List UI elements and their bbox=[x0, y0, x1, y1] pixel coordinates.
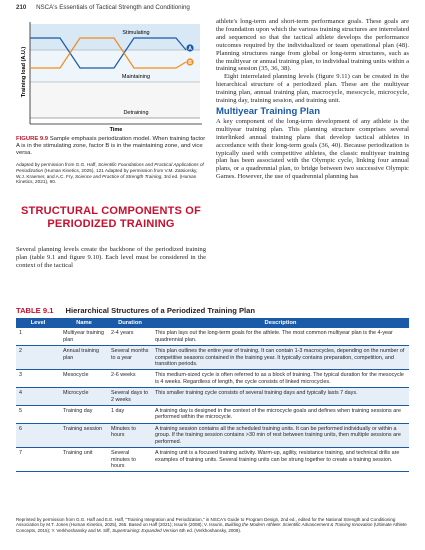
footnote-part-2: (Ultimate Athlete Concepts, 2015); Y. Verkhoshansky and M. Siff, bbox=[16, 522, 407, 533]
cell-level: 5 bbox=[16, 406, 60, 424]
section-heading: STRUCTURAL COMPONENTS OF PERIODIZED TRAINING bbox=[21, 205, 201, 230]
cell-level: 6 bbox=[16, 423, 60, 447]
footnote-title-1: Building the Modern Athlete: Scientific Advancement & Training Innovation bbox=[224, 522, 373, 528]
stimulating-label: Stimulating bbox=[122, 30, 150, 36]
cell-description: This plan lays out the long-term goals for the athlete. The most common multiyear plan is the 4-year quadrennial plan. bbox=[152, 328, 409, 345]
right-column bbox=[216, 18, 409, 181]
cell-description: This smaller training cycle consists of several training days and typically lasts 7 days. bbox=[152, 388, 409, 406]
table-title bbox=[16, 306, 255, 315]
left-body-text: Several planning levels create the backbone of the periodized training plan (table 9.1 and figure 9.10). Each level must be considered in the context of the tactical bbox=[16, 246, 206, 269]
cell-level: 3 bbox=[16, 370, 60, 388]
table-footnote bbox=[16, 517, 409, 533]
cell-description: This medium-sized cycle is often referred to as a block of training. The typical duration for the mesocycle is 4 weeks. Regardless of length, the cycle consists of linked microcycles. bbox=[152, 370, 409, 388]
cell-description: A training unit is a focused training activity. Warm-up, agility, resistance training, and technical drills are examples of training units. Several training units can be strung together to create a training session. bbox=[152, 448, 409, 472]
table-number: TABLE 9.1 bbox=[16, 306, 54, 315]
footnote-part-3: 6th ed. (Verkhoshansky, 2009). bbox=[177, 527, 242, 533]
cell-duration: Several months to a year bbox=[108, 346, 152, 370]
maintaining-label: Maintaining bbox=[121, 74, 151, 80]
table-row bbox=[16, 370, 409, 388]
x-axis-label: Time bbox=[109, 127, 123, 132]
cell-description: A training session contains all the scheduled training units. It can be performed individually or within a group. If the training session contains >30 min of rest between training units, then multiple sessions are performed. bbox=[152, 423, 409, 447]
cell-name: Annual training plan bbox=[60, 346, 108, 370]
credit-part-2: (Human Kinetics, 2025), 121 Adapted by permission from V.M. Zatsiorsky, W.J. Kraemer, and A.C. Fry, bbox=[16, 167, 198, 179]
hierarchy-table bbox=[16, 318, 409, 472]
column-header-description: Description bbox=[152, 318, 409, 328]
stimulating-zone bbox=[30, 24, 200, 50]
right-paragraph-2: Eight interrelated planning levels (figure 9.11) can be created in the hierarchical structure of a periodized plan. These are the multiyear training plan, annual training plan, macrocycle, mesocycle, microcycle, training day, training session, and training unit. bbox=[216, 73, 409, 105]
y-axis-label: Training load (A.U.) bbox=[21, 46, 27, 98]
cell-duration: 2-6 weeks bbox=[108, 370, 152, 388]
cell-duration: 2-4 years bbox=[108, 328, 152, 345]
right-paragraph-3: A key component of the long-term development of any athlete is the multiyear training plan. This planning structure comprises several interlinked annual training plans that develop tactical athletes in accordance with their long-term goals (36, 40). Because periodization is typically used with competitive athletes, the classic multiyear training plan has been associated with the Olympic cycle, linking four annual plans, or a quadrennial plan, to bridge between two successive Olympic Games. However, the use of quadrennial planning has bbox=[216, 117, 409, 181]
detraining-zone bbox=[30, 82, 200, 118]
cell-level: 7 bbox=[16, 448, 60, 472]
cell-name: Mesocycle bbox=[60, 370, 108, 388]
table-row bbox=[16, 423, 409, 447]
cell-level: 2 bbox=[16, 346, 60, 370]
cell-level: 4 bbox=[16, 388, 60, 406]
page-number: 210 bbox=[16, 4, 27, 11]
footnote-title-2: Supertraining: Expanded Version bbox=[112, 527, 178, 533]
table-row bbox=[16, 346, 409, 370]
detraining-label: Detraining bbox=[123, 110, 149, 116]
cell-duration: Several minutes to hours bbox=[108, 448, 152, 472]
credit-title-2: Science and Practice of Strength Training bbox=[75, 173, 162, 179]
cell-description: This plan outlines the entire year of training. It can contain 1-3 macrocycles, depending on the number of competitive seasons contained in the training year. It typically contains preparation, competition, and transition periods. bbox=[152, 346, 409, 370]
column-header-level: Level bbox=[16, 318, 60, 328]
figure-label: FIGURE 9.9 bbox=[16, 136, 49, 142]
table-row bbox=[16, 388, 409, 406]
table-row bbox=[16, 448, 409, 472]
table-row bbox=[16, 406, 409, 424]
credit-title-1: Scientific Foundations and Practical Applications of Periodization bbox=[16, 162, 204, 173]
periodization-figure bbox=[16, 20, 206, 132]
table-header-row bbox=[16, 318, 409, 328]
cell-duration: Several days to 2 weeks bbox=[108, 388, 152, 406]
right-paragraph-1: athlete's long-term and short-term performance goals. These goals are the foundation upon which the various training structures are interrelated and sequenced so that the tactical athlete develops the performance outcomes required by the individualized or team operational plan (48). Planning structures range from global or long-term structures, such as the multiyear or annual training plan, to individual training units within a training session (35, 36, 38). bbox=[216, 18, 410, 73]
column-header-name: Name bbox=[60, 318, 108, 328]
credit-part-1: Adapted by permission from G.G. Haff, bbox=[16, 162, 98, 167]
cell-duration: 1 day bbox=[108, 406, 152, 424]
footnote-part-1: Reprinted by permission from G.G. Haff and E.E. Haff, "Training Integration and Periodization," in NSCA's Guide to Program Design, 2nd ed., edited for the National Strength and Conditioning Association by M.T. Jones (Human Kinetics, 2025), 265. Based on Haff (2021); Issurin (2008); V. Issurin, bbox=[16, 517, 396, 528]
table-caption: Hierarchical Structures of a Periodized Training Plan bbox=[65, 306, 256, 315]
cell-name: Training session bbox=[60, 423, 108, 447]
table-row bbox=[16, 328, 409, 345]
cell-name: Training day bbox=[60, 406, 108, 424]
cell-duration: Minutes to hours bbox=[108, 423, 152, 447]
factor-b-label: B bbox=[188, 60, 192, 66]
cell-name: Training unit bbox=[60, 448, 108, 472]
cell-level: 1 bbox=[16, 328, 60, 345]
factor-a-label: A bbox=[188, 46, 192, 52]
cell-name: Multiyear training plan bbox=[60, 328, 108, 345]
subsection-heading: Multiyear Training Plan bbox=[216, 105, 320, 117]
running-title: NSCA's Essentials of Tactical Strength and Conditioning bbox=[36, 4, 190, 11]
running-header bbox=[16, 4, 190, 11]
cell-description: A training day is designed in the context of the microcycle goals and defines when training sessions are performed within the microcycle. bbox=[152, 406, 409, 424]
cell-name: Microcycle bbox=[60, 388, 108, 406]
figure-caption bbox=[16, 136, 206, 157]
figure-credit bbox=[16, 162, 206, 185]
credit-part-3: , 3rd ed. (Human Kinetics, 2021), 90. bbox=[16, 173, 197, 185]
figure-caption-text: Sample emphasis periodization model. When training factor A is in the stimulating zone, factor B is in the maintaining zone, and vice versa. bbox=[16, 136, 206, 157]
column-header-duration: Duration bbox=[108, 318, 152, 328]
